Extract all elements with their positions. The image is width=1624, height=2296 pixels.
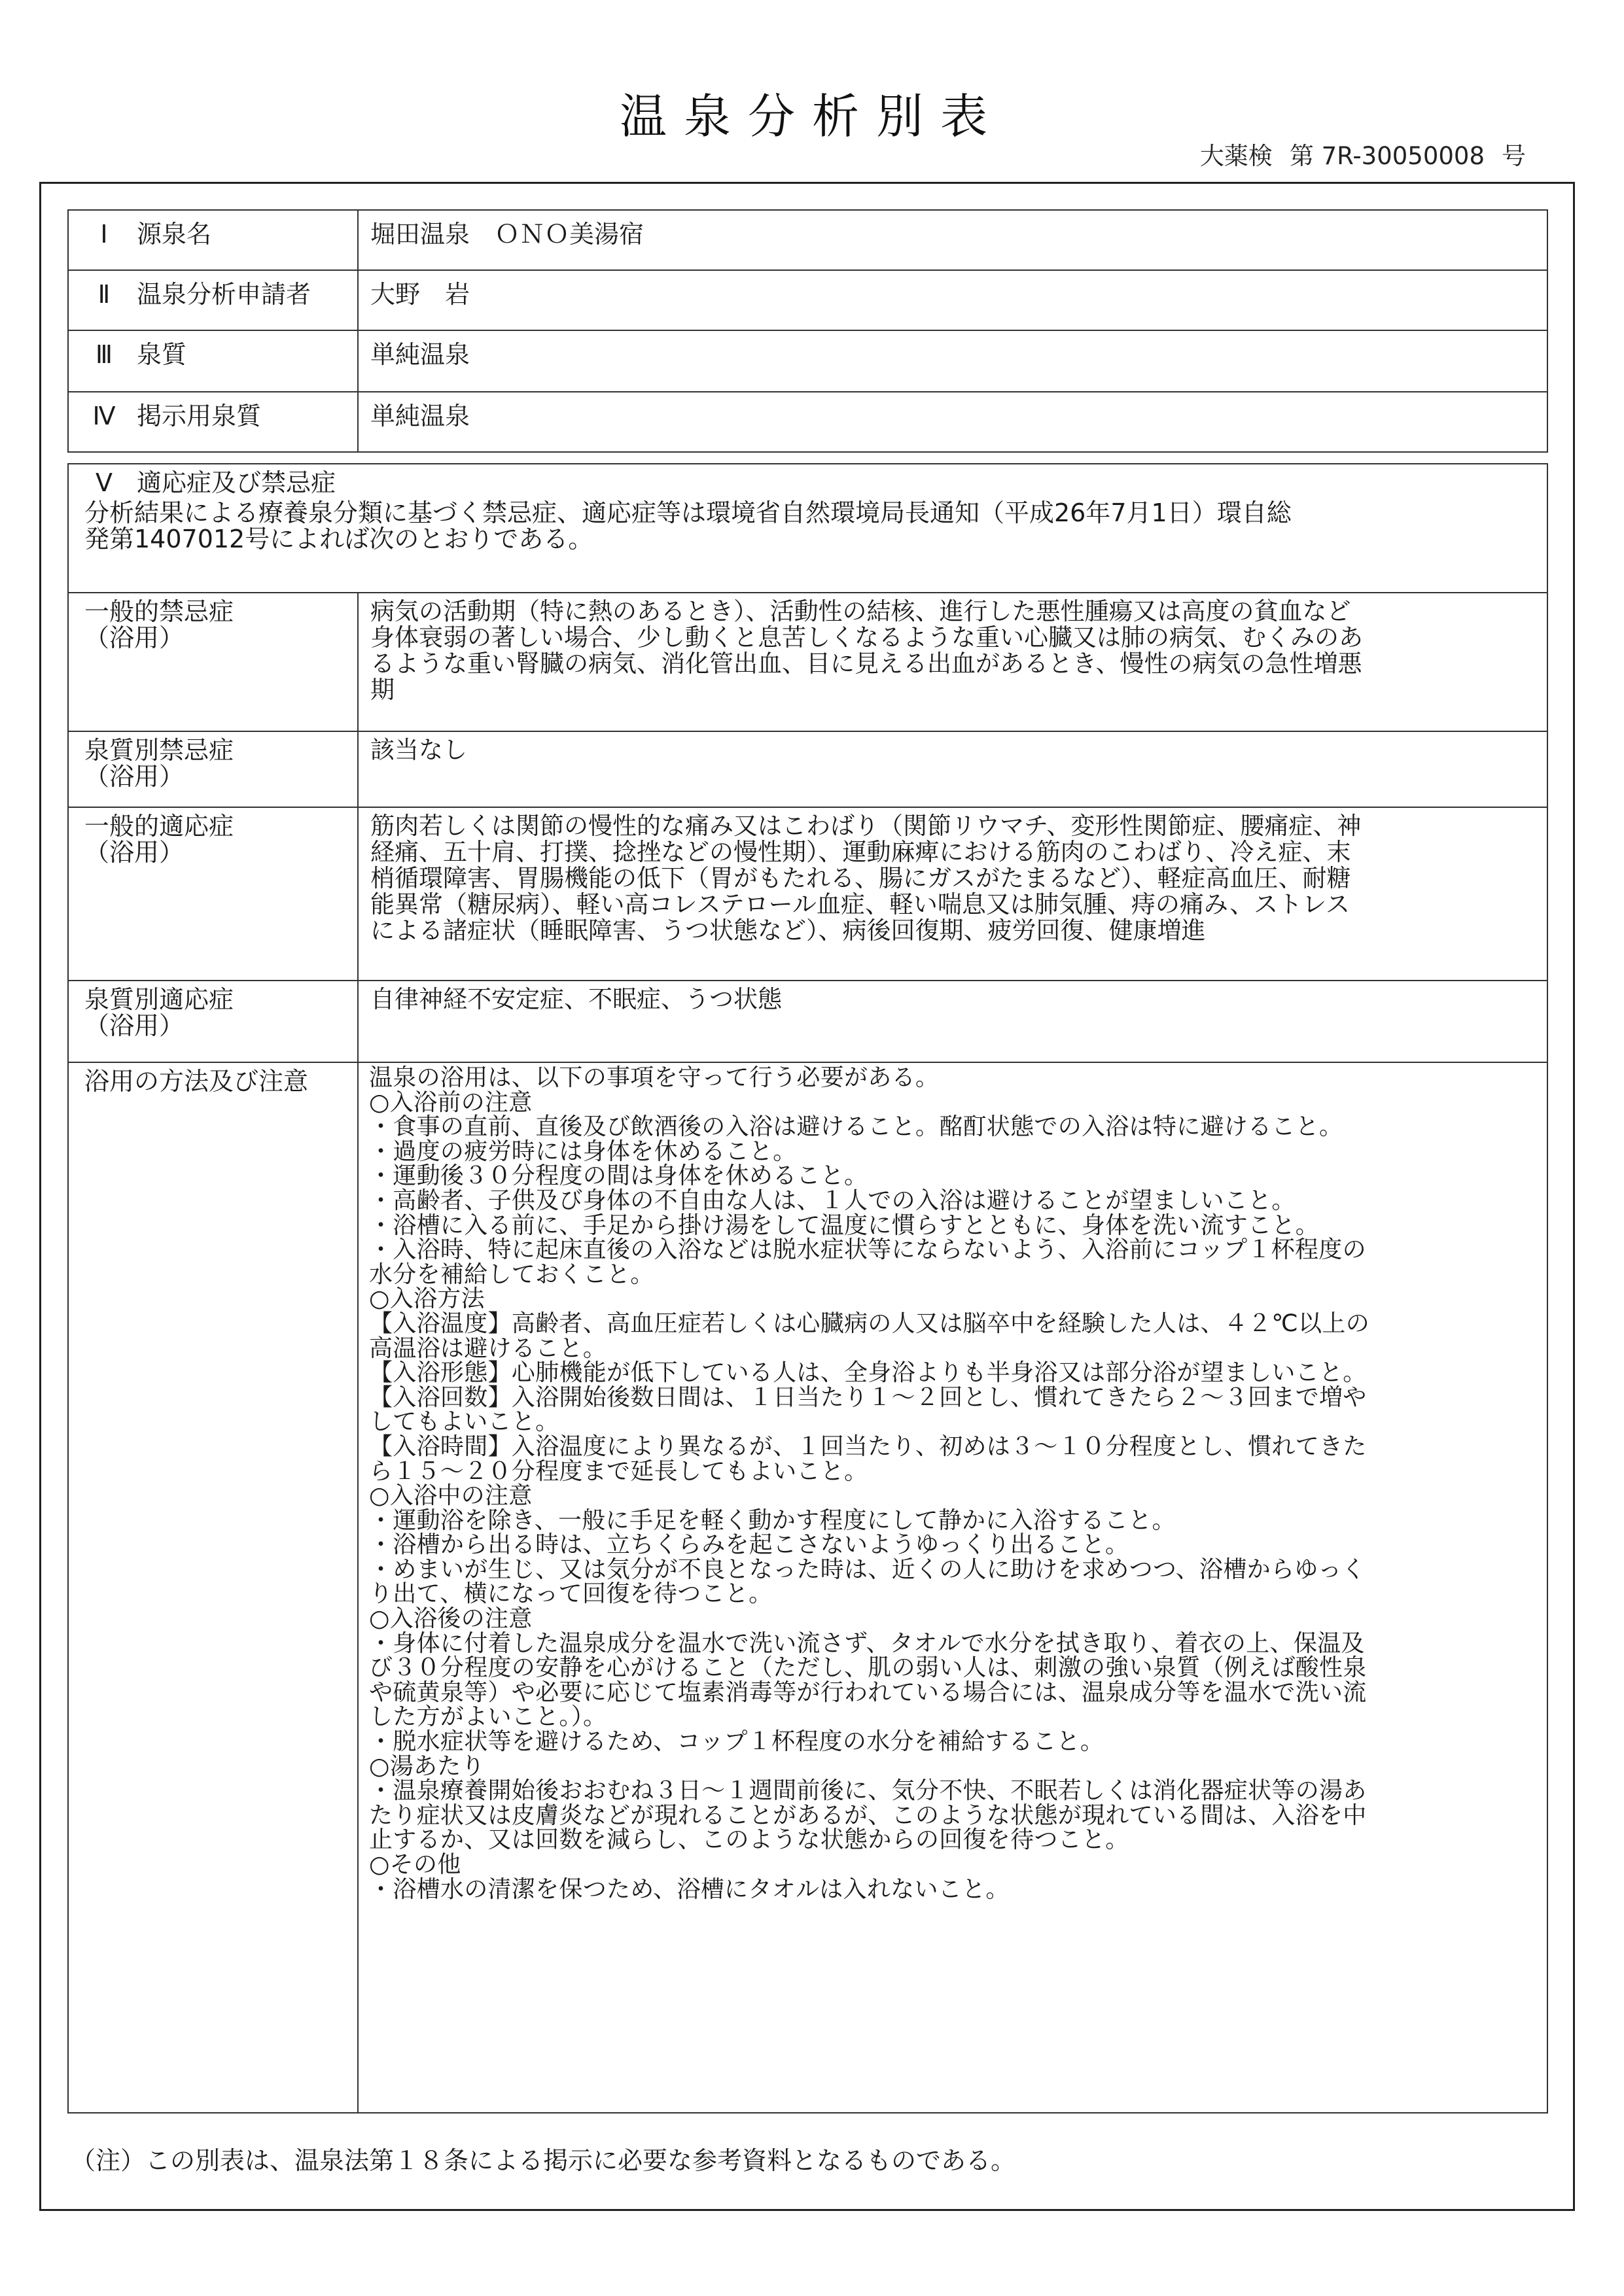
- section5-header: [69, 464, 1547, 593]
- row-label: 浴用の方法及び注意: [69, 1063, 359, 2112]
- row-content: 病気の活動期（特に熱のあるとき）、活動性の結核、進行した悪性腫瘍又は高度の貧血など 身体衰弱の著しい場合、少し動くと息苦しくなるような重い心臓又は肺の病気、むくみのあ るような重い腎臓の病気、消化管出血、目に見える出血があるとき、慢性の病気の急性増悪 期: [370, 597, 1363, 704]
- doc-prefix: 大薬検: [1199, 142, 1273, 170]
- row-label: 一般的適応症 （浴用）: [69, 808, 359, 980]
- basic-value-spring-quality: 単純温泉: [370, 340, 470, 369]
- basic-value-display-quality: 単純温泉: [370, 402, 470, 430]
- basic-row-source: [69, 211, 1547, 271]
- basic-value-applicant: 大野 岩: [370, 280, 470, 309]
- row-content: 該当なし: [370, 736, 467, 764]
- basic-info-table: [67, 209, 1548, 453]
- row-content: 自律神経不安定症、不眠症、うつ状態: [370, 985, 782, 1013]
- row-general-indications: [69, 808, 1547, 981]
- row-quality-indications: [69, 981, 1547, 1063]
- row-bathing-method-notes: [69, 1063, 1547, 2112]
- row-label: 泉質別適応症 （浴用）: [69, 981, 359, 1062]
- basic-label: Ⅰ 源泉名: [69, 211, 359, 270]
- basic-label: Ⅱ 温泉分析申請者: [69, 271, 359, 330]
- basic-row-spring-quality: [69, 331, 1547, 392]
- row-content: 温泉の浴用は、以下の事項を守って行う必要がある。 ○入浴前の注意 ・食事の直前、直後及び飲酒後の入浴は避けること。酩酊状態での入浴は特に避けること。 ・過度の疲労時には身体を休めること。 ・運動後３０分程度の間は身体を休めること。 ・高齢者、子供及び身体の不自由な人は、１人での入浴は避けることが望ましいこと。 ・浴槽に入る前に、手足から掛け湯をして温度に慣らすとともに、身体を洗い流すこと。 ・入浴時、特に起床直後の入浴などは脱水症状等にならないよう、入浴前にコップ１杯程度の 水分を補給しておくこと。 ○入浴方法 【入浴温度】高齢者、高血圧症若しくは心臓病の人又は脳卒中を経験した人は、４２℃以上の 高温浴は避けること。 【入浴形態】心肺機能が低下している人は、全身浴よりも半身浴又は部分浴が望ましいこと。 【入浴回数】入浴開始後数日間は、１日当たり１～２回とし、慣れてきたら２～３回まで増や してもよいこと。 【入浴時間】入浴温度により異なるが、１回当たり、初めは３～１０分程度とし、慣れてきた ら１５～２０分程度まで延長してもよいこと。 ○入浴中の注意 ・運動浴を除き、一般に手足を軽く動かす程度にして静かに入浴すること。 ・浴槽から出る時は、立ちくらみを起こさないようゆっくり出ること。 ・めまいが生じ、又は気分が不良となった時は、近くの人に助けを求めつつ、浴槽からゆっく り出て、横になって回復を待つこと。 ○入浴後の注意 ・身体に付着した温泉成分を温水で洗い流さず、タオルで水分を拭き取り、着衣の上、保温及 び３０分程度の安静を心がけること（ただし、肌の弱い人は、刺激の強い泉質（例えば酸性泉 や硫黄泉等）や必要に応じて塩素消毒等が行われている場合には、温泉成分等を温水で洗い流 した方がよいこと。）。 ・脱水症状等を避けるため、コップ１杯程度の水分を補給すること。 ○湯あたり ・温泉療養開始後おおむね３日～１週間前後に、気分不快、不眠若しくは消化器症状等の湯あ たり症状又は皮膚炎などが現れることがあるが、このような状態が現れている間は、入浴を中 止するか、又は回数を減らし、このような状態からの回復を待つこと。 ○その他 ・浴槽水の清潔を保つため、浴槽にタオルは入れないこと。: [369, 1064, 1370, 1903]
- footnote: （注）この別表は、温泉法第１８条による掲示に必要な参考資料となるものである。: [71, 2146, 1016, 2175]
- basic-row-display-quality: [69, 392, 1547, 451]
- doc-number: 第 7R-30050008: [1289, 142, 1485, 170]
- section5-heading: Ⅴ 適応症及び禁忌症: [96, 468, 336, 497]
- basic-label: Ⅲ 泉質: [69, 331, 359, 391]
- section5-intro: 分析結果による療養泉分類に基づく禁忌症、適応症等は環境省自然環境局長通知（平成26年7月1日）環自総 発第1407012号によれば次のとおりである。: [84, 498, 1292, 553]
- basic-row-applicant: [69, 271, 1547, 331]
- basic-label: Ⅳ 掲示用泉質: [69, 392, 359, 451]
- basic-value-source-name: 堀田温泉 ＯＮＯ美湯宿: [370, 220, 644, 249]
- row-quality-contraindications: [69, 732, 1547, 808]
- document-number: [1183, 136, 1526, 171]
- row-general-contraindications: [69, 593, 1547, 732]
- outer-frame: [39, 182, 1575, 2211]
- doc-suffix: 号: [1502, 142, 1526, 170]
- row-label: 泉質別禁忌症 （浴用）: [69, 732, 359, 807]
- row-content: 筋肉若しくは関節の慢性的な痛み又はこわばり（関節リウマチ、変形性関節症、腰痛症、神 経痛、五十肩、打撲、捻挫などの慢性期）、運動麻痺における筋肉のこわばり、冷え症、末 梢循環障害、胃腸機能の低下（胃がもたれる、腸にガスがたまるなど）、軽症高血圧、耐糖 能異常（糖尿病）、軽い高コレステロール血症、軽い喘息又は肺気腫、痔の痛み、ストレス による諸症状（睡眠障害、うつ状態など）、病後回復期、疲労回復、健康増進: [370, 812, 1362, 945]
- document-title: 温泉分析別表: [619, 89, 1004, 144]
- indications-section: [67, 463, 1548, 2113]
- row-label: 一般的禁忌症 （浴用）: [69, 593, 359, 731]
